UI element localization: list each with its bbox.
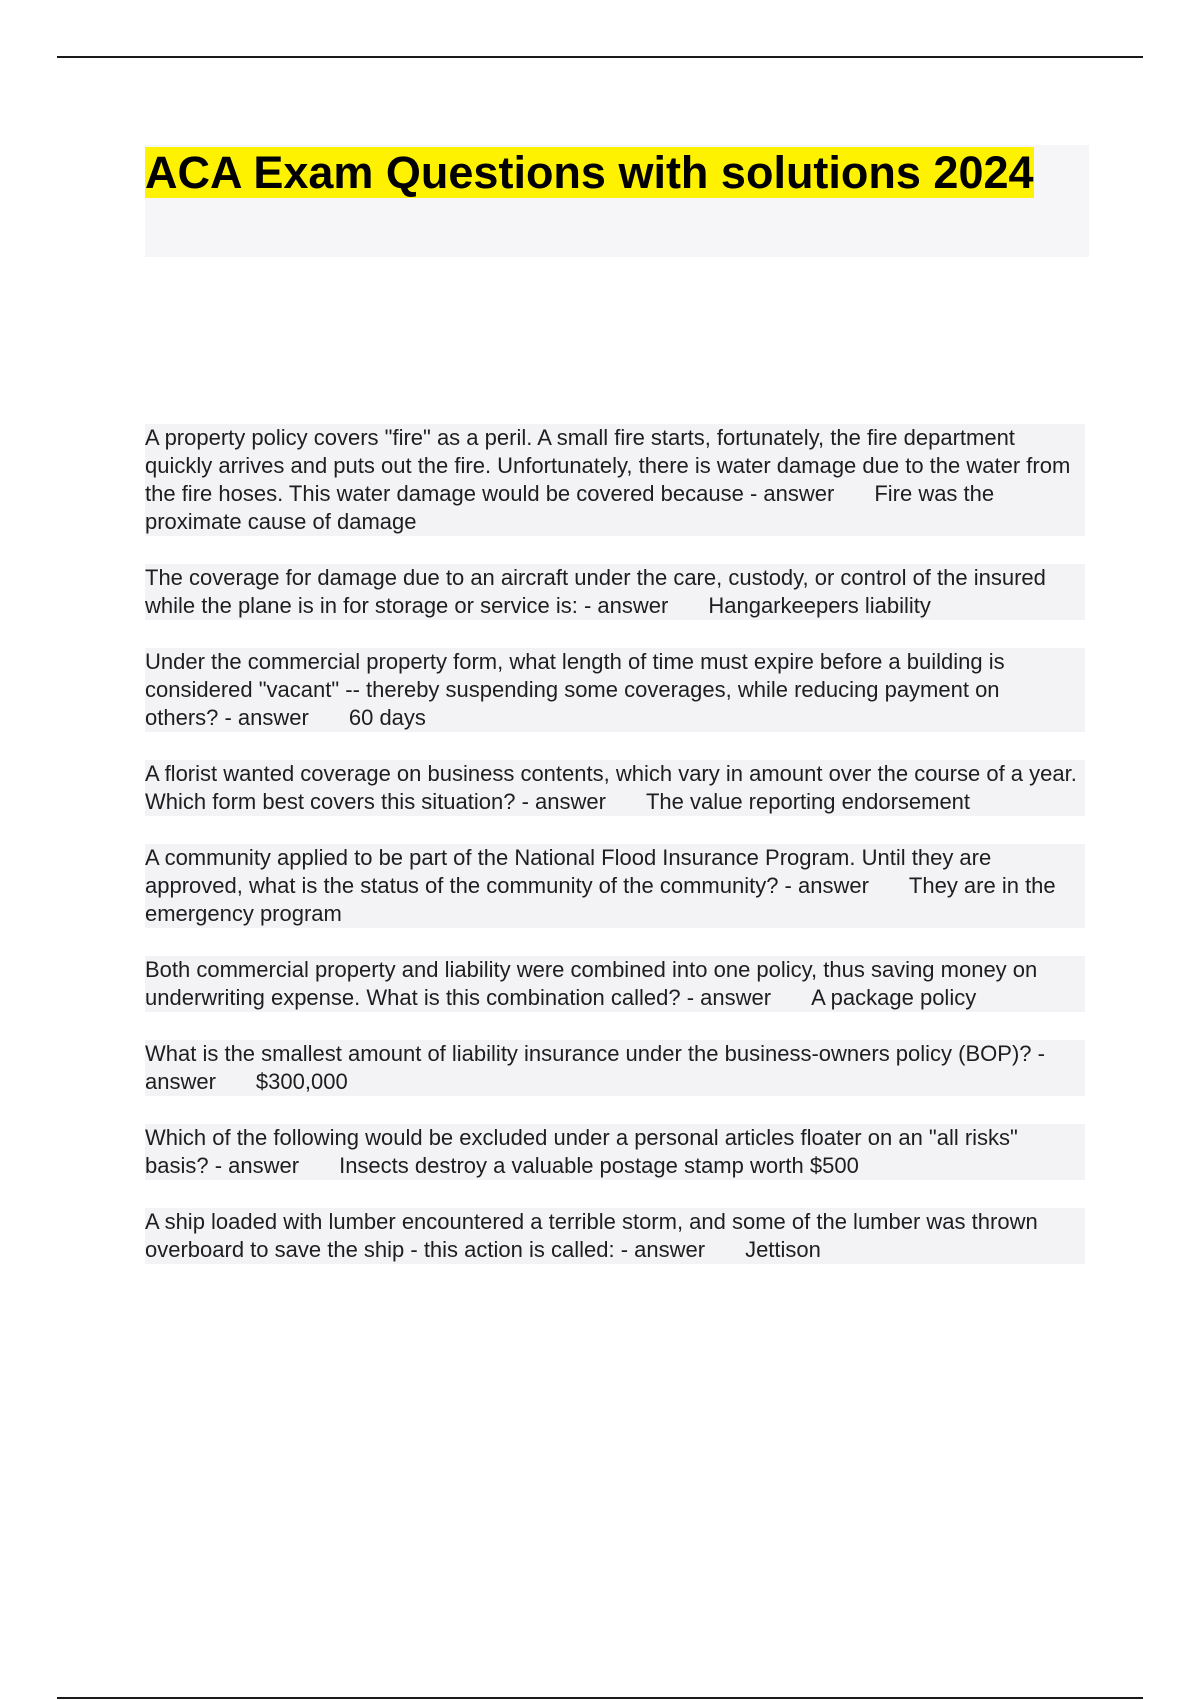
answer-text: Fire was the proximate cause of damage <box>145 481 995 534</box>
question-text: What is the smallest amount of liability insurance under the business-owners policy (BOP)? - answer <box>145 1041 1045 1094</box>
qa-item <box>145 1208 1085 1292</box>
document-title-text: ACA Exam Questions with solutions 2024 <box>145 147 1034 198</box>
question-text: A community applied to be part of the National Flood Insurance Program. Until they are approved, what is the status of the community of the community? - answer <box>145 845 992 898</box>
answer-text: 60 days <box>348 705 426 730</box>
answer-text: Jettison <box>745 1237 821 1262</box>
question-text: A florist wanted coverage on business contents, which vary in amount over the course of a year. Which form best covers this situation? - answer <box>145 761 1077 814</box>
answer-text: A package policy <box>811 985 977 1010</box>
answer-text: They are in the emergency program <box>145 873 1056 926</box>
qa-item <box>145 760 1085 844</box>
document-title <box>145 145 1089 201</box>
qa-block <box>145 648 1085 732</box>
qa-block <box>145 956 1085 1012</box>
question-text: The coverage for damage due to an aircraft under the care, custody, or control of the insured while the plane is in for storage or service is: - answer <box>145 565 1046 618</box>
qa-list <box>145 424 1085 1292</box>
question-text: Under the commercial property form, what length of time must expire before a building is considered "vacant" -- thereby suspending some coverages, while reducing payment on others? - answer <box>145 649 1005 730</box>
qa-item <box>145 564 1085 648</box>
qa-item <box>145 956 1085 1040</box>
top-rule <box>57 56 1143 58</box>
qa-item <box>145 844 1085 956</box>
question-text: Both commercial property and liability were combined into one policy, thus saving money on underwriting expense. What is this combination called? - answer <box>145 957 1038 1010</box>
title-block <box>145 145 1089 257</box>
bottom-rule <box>57 1697 1143 1699</box>
qa-block <box>145 1040 1085 1096</box>
qa-item <box>145 1124 1085 1208</box>
answer-text: The value reporting endorsement <box>645 789 971 814</box>
qa-block <box>145 1208 1085 1264</box>
qa-block <box>145 1124 1085 1180</box>
qa-block <box>145 564 1085 620</box>
answer-text: $300,000 <box>255 1069 348 1094</box>
qa-item <box>145 1040 1085 1124</box>
qa-item <box>145 648 1085 760</box>
question-text: A property policy covers "fire" as a peril. A small fire starts, fortunately, the fire department quickly arrives and puts out the fire. Unfortunately, there is water damage due to the water from the fire hoses. This water damage would be covered because - answer <box>145 425 1071 506</box>
answer-text: Hangarkeepers liability <box>708 593 931 618</box>
qa-block <box>145 844 1085 928</box>
qa-item <box>145 424 1085 564</box>
question-text: A ship loaded with lumber encountered a terrible storm, and some of the lumber was thrown overboard to save the ship - this action is called: - answer <box>145 1209 1038 1262</box>
qa-block <box>145 424 1085 536</box>
question-text: Which of the following would be excluded under a personal articles floater on an "all risks" basis? - answer <box>145 1125 1018 1178</box>
answer-text: Insects destroy a valuable postage stamp worth $500 <box>339 1153 859 1178</box>
qa-block <box>145 760 1085 816</box>
